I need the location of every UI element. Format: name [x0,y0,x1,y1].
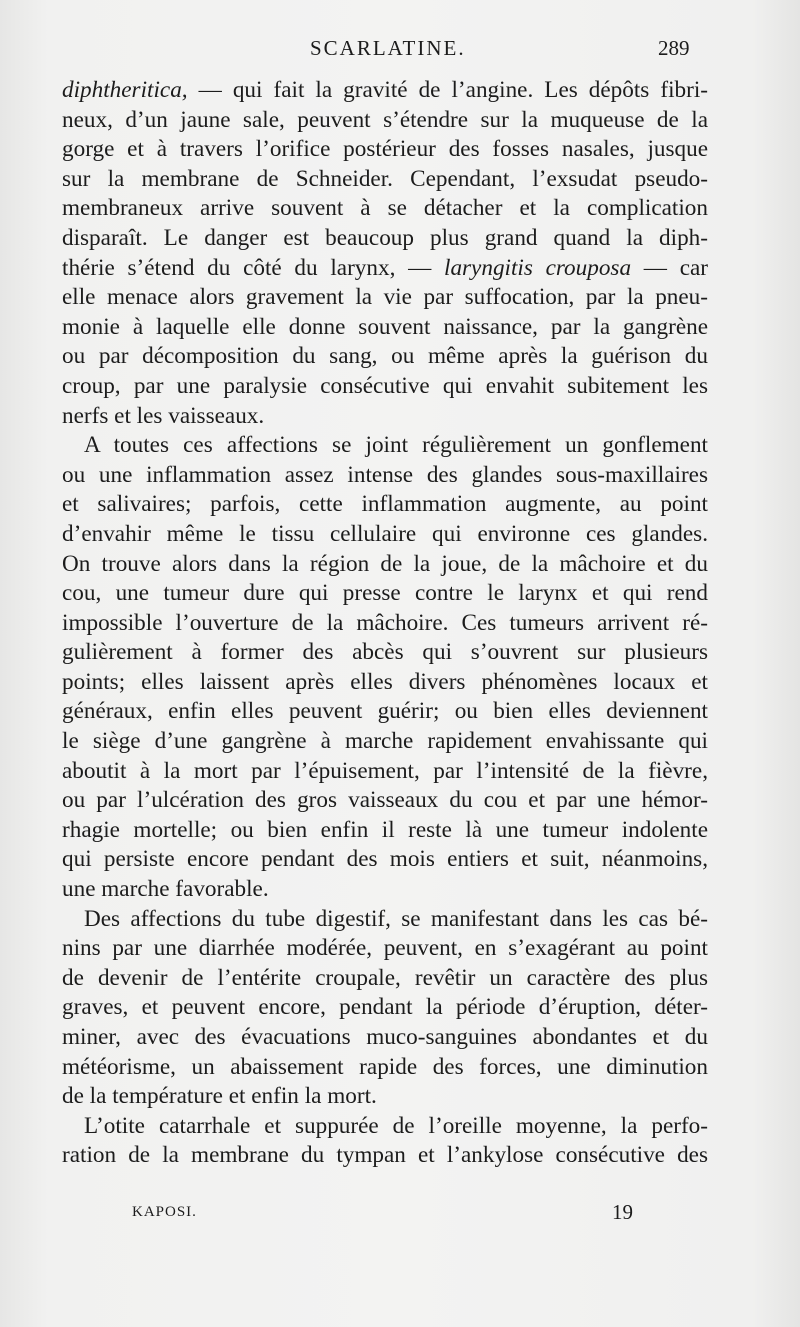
text-line: ration de la membrane du tympan et l’ankylose consécutive des [62,1142,708,1169]
text-line: sur la membrane de Schneider. Cependant, l’exsudat pseudo- [62,165,708,192]
text-line: le siège d’une gangrène à marche rapidement envahissante qui [62,728,708,755]
running-head [0,36,800,66]
footer-author: KAPOSI. [132,1204,197,1220]
text-line: Des affections du tube digestif, se manifestant dans les cas bé- [84,905,708,932]
text-line: une marche favorable. [62,876,269,903]
text-line: cou, une tumeur dure qui presse contre le larynx et qui rend [62,580,708,607]
text-line: nerfs et les vaisseaux. [62,402,265,429]
text-line: neux, d’un jaune sale, peuvent s’étendre sur la muqueuse de la [62,106,708,133]
text-line: membraneux arrive souvent à se détacher et la complication [62,195,708,222]
paragraph [62,905,708,1112]
text-line: ou une inflammation assez intense des glandes sous-maxillaires [62,461,708,488]
text-line: ou par l’ulcération des gros vaisseaux du cou et par une hémor- [62,787,708,814]
text-line: de devenir de l’entérite croupale, revêtir un caractère des plus [62,964,708,991]
text-line: impossible l’ouverture de la mâchoire. Ces tumeurs arrivent ré- [62,609,708,636]
paragraph [62,431,708,905]
running-head-title: SCARLATINE. [310,36,466,60]
text-line: disparaît. Le danger est beaucoup plus grand quand la diph- [62,224,708,251]
paragraph [62,76,708,431]
text-line: A toutes ces affections se joint régulièrement un gonflement [84,432,708,459]
text-line: thérie s’étend du côté du larynx, — laryngitis crouposa — car [62,254,708,281]
text-line: On trouve alors dans la région de la joue, de la mâchoire et du [62,550,708,577]
text-line: qui persiste encore pendant des mois entiers et suit, néanmoins, [62,846,708,873]
text-line: miner, avec des évacuations muco-sanguines abondantes et du [62,1024,708,1050]
page-footer [0,1200,800,1230]
text-line: diphtheritica, — qui fait la gravité de l’angine. Les dépôts fibri- [62,77,708,103]
text-line: et salivaires; parfois, cette inflammation augmente, au point [62,491,708,518]
text-line: graves, et peuvent encore, pendant la période d’éruption, déter- [62,994,708,1021]
text-line: de la température et enfin la mort. [62,1083,377,1110]
text-line: généraux, enfin elles peuvent guérir; ou bien elles deviennent [62,698,708,725]
text-line: croup, par une paralysie consécutive qui envahit subitement les [62,372,708,399]
text-line: nins par une diarrhée modérée, peuvent, en s’exagérant au point [62,935,708,962]
signature-mark: 19 [612,1200,633,1224]
page-number: 289 [658,36,690,60]
text-line: L’otite catarrhale et suppurée de l’oreille moyenne, la perfo- [84,1112,708,1139]
text-line: rhagie mortelle; ou bien enfin il reste là une tumeur indolente [62,816,708,843]
text-line: aboutit à la mort par l’épuisement, par l’intensité de la fièvre, [62,757,708,784]
text-line: ou par décomposition du sang, ou même après la guérison du [62,343,708,370]
text-line: elle menace alors gravement la vie par suffocation, par la pneu- [62,284,708,311]
text-line: d’envahir même le tissu cellulaire qui environne ces glandes. [62,520,708,547]
text-line: météorisme, un abaissement rapide des forces, une diminution [62,1053,708,1080]
text-line: gulièrement à former des abcès qui s’ouvrent sur plusieurs [62,639,708,666]
text-line: points; elles laissent après elles divers phénomènes locaux et [62,668,708,695]
body-text [62,76,708,1171]
text-line: gorge et à travers l’orifice postérieur des fosses nasales, jusque [62,136,708,163]
paragraph [62,1112,708,1171]
text-line: monie à laquelle elle donne souvent naissance, par la gangrène [62,313,708,340]
